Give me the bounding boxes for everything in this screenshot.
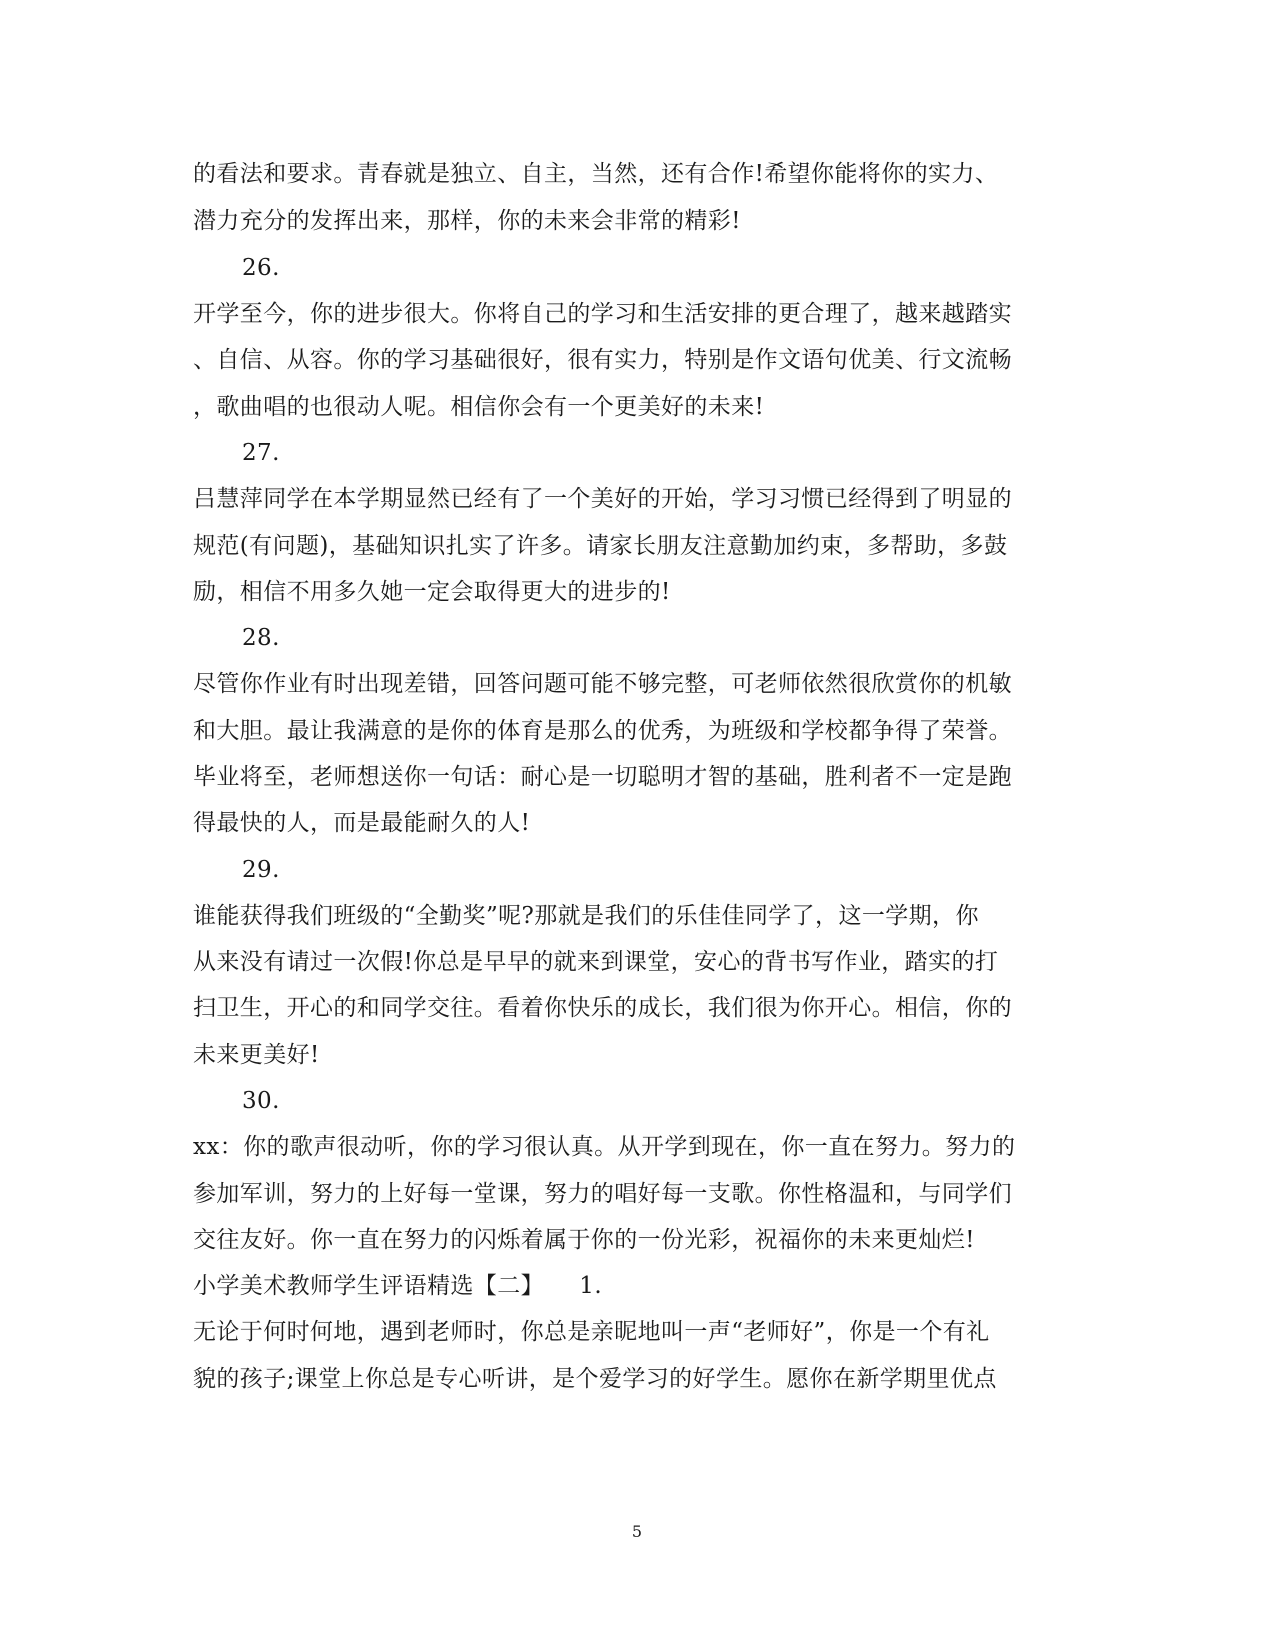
text-line: xx：你的歌声很动听，你的学习很认真。从开学到现在，你一直在努力。努力的	[193, 1134, 1016, 1160]
text-line: 毕业将至，老师想送你一句话：耐心是一切聪明才智的基础，胜利者不一定是跑	[193, 764, 1012, 790]
text-line: 吕慧萍同学在本学期显然已经有了一个美好的开始，学习习惯已经得到了明显的	[193, 486, 1012, 512]
text-line: 无论于何时何地，遇到老师时，你总是亲昵地叫一声“老师好”，你是一个有礼	[193, 1319, 990, 1345]
text-line: ，歌曲唱的也很动人呢。相信你会有一个更美好的未来!	[193, 394, 765, 420]
section-heading: 小学美术教师学生评语精选【二】 1.	[193, 1273, 603, 1299]
text-line: 和大胆。最让我满意的是你的体育是那么的优秀，为班级和学校都争得了荣誉。	[193, 718, 1012, 744]
text-line: 得最快的人，而是最能耐久的人!	[193, 810, 531, 836]
text-line: 貌的孩子;课堂上你总是专心听讲，是个爱学习的好学生。愿你在新学期里优点	[193, 1366, 997, 1392]
text-line: 扫卫生，开心的和同学交往。看着你快乐的成长，我们很为你开心。相信，你的	[193, 995, 1012, 1021]
item-number: 27.	[242, 440, 280, 466]
item-number: 30.	[242, 1088, 280, 1114]
item-number: 26.	[242, 255, 280, 281]
text-line: 参加军训，努力的上好每一堂课，努力的唱好每一支歌。你性格温和，与同学们	[193, 1181, 1012, 1207]
text-line: 规范(有问题)，基础知识扎实了许多。请家长朋友注意勤加约束，多帮助，多鼓	[193, 533, 1008, 559]
text-line: 的看法和要求。青春就是独立、自主，当然，还有合作!希望你能将你的实力、	[193, 161, 999, 187]
text-line: 谁能获得我们班级的“全勤奖”呢?那就是我们的乐佳佳同学了，这一学期，你	[193, 903, 979, 929]
text-line: 未来更美好!	[193, 1042, 320, 1068]
text-line: 交往友好。你一直在努力的闪烁着属于你的一份光彩，祝福你的未来更灿烂!	[193, 1227, 975, 1253]
item-number: 29.	[242, 857, 280, 883]
page-number: 5	[631, 1522, 643, 1541]
item-number: 28.	[242, 625, 280, 651]
text-line: 开学至今，你的进步很大。你将自己的学习和生活安排的更合理了，越来越踏实	[193, 301, 1012, 327]
text-line: 励，相信不用多久她一定会取得更大的进步的!	[193, 579, 671, 605]
text-line: 、自信、从容。你的学习基础很好，很有实力，特别是作文语句优美、行文流畅	[193, 347, 1012, 373]
text-line: 潜力充分的发挥出来，那样，你的未来会非常的精彩!	[193, 208, 741, 234]
text-line: 从来没有请过一次假!你总是早早的就来到课堂，安心的背书写作业，踏实的打	[193, 949, 999, 975]
text-line: 尽管你作业有时出现差错，回答问题可能不够完整，可老师依然很欣赏你的机敏	[193, 671, 1012, 697]
